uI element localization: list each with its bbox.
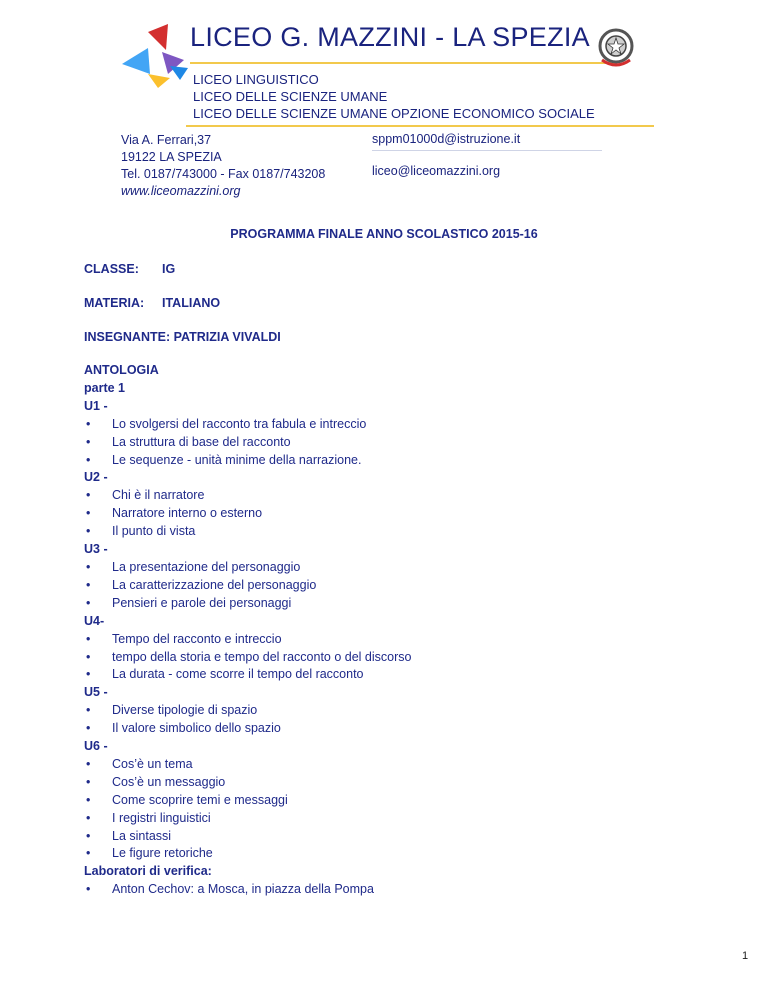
part-heading: parte 1	[84, 380, 125, 395]
list-item: • Anton Cechov: a Mosca, in piazza della Pompa	[86, 882, 374, 897]
list-item: • La caratterizzazione del personaggio	[86, 577, 317, 592]
unit-label: U2 -	[84, 470, 108, 485]
address-block	[121, 132, 325, 200]
address-street: Via A. Ferrari,37	[121, 133, 212, 147]
list-item: • La presentazione del personaggio	[86, 559, 301, 574]
unit-label: U1 -	[84, 398, 108, 413]
list-item: • I registri linguistici	[86, 810, 211, 825]
course-item: LICEO DELLE SCIENZE UMANE	[193, 89, 388, 104]
list-item: • Il valore simbolico dello spazio	[86, 721, 281, 736]
list-item: • tempo della storia e tempo del racconto o del discorso	[86, 649, 412, 664]
unit-label: U3 -	[84, 542, 108, 557]
email-divider	[372, 150, 602, 151]
logo-blue-small-triangle	[170, 66, 188, 80]
logo-yellow-triangle	[148, 74, 170, 88]
header-divider	[186, 125, 654, 127]
school-logo	[118, 22, 198, 90]
unit-label: U4-	[84, 613, 105, 628]
list-item: • Cos’è un tema	[86, 756, 193, 771]
list-item: • Le sequenze - unità minime della narrazione.	[86, 452, 362, 467]
teacher-line: INSEGNANTE: PATRIZIA VIVALDI	[84, 330, 281, 344]
section-heading: ANTOLOGIA	[84, 363, 159, 377]
course-item: LICEO DELLE SCIENZE UMANE OPZIONE ECONOMICO SOCIALE	[193, 106, 595, 121]
unit-label: U5 -	[84, 685, 108, 700]
school-name: LICEO G. MAZZINI - LA SPEZIA	[190, 22, 590, 52]
unit-label: U6 -	[84, 739, 108, 754]
subject-value: ITALIANO	[162, 296, 221, 310]
republic-emblem-icon	[594, 26, 638, 68]
list-item: • Lo svolgersi del racconto tra fabula e intreccio	[86, 416, 367, 431]
list-item: • Come scoprire temi e messaggi	[86, 792, 288, 807]
document-title: PROGRAMMA FINALE ANNO SCOLASTICO 2015-16	[230, 227, 538, 241]
list-item: • La struttura di base del racconto	[86, 434, 291, 449]
list-item: • Diverse tipologie di spazio	[86, 703, 258, 718]
address-phone: Tel. 0187/743000 - Fax 0187/743208	[121, 167, 326, 181]
class-label: CLASSE:	[84, 262, 139, 276]
list-item: • Pensieri e parole dei personaggi	[86, 595, 292, 610]
class-value: IG	[162, 262, 176, 276]
email-main[interactable]: liceo@liceomazzini.org	[372, 164, 501, 178]
list-item: • Chi è il narratore	[86, 488, 205, 503]
course-item: LICEO LINGUISTICO	[193, 72, 319, 87]
list-item: • Cos’è un messaggio	[86, 774, 226, 789]
logo-red-triangle	[148, 24, 168, 50]
address-city: 19122 LA SPEZIA	[121, 150, 222, 164]
course-list	[193, 71, 595, 122]
lab-heading: Laboratori di verifica:	[84, 864, 212, 879]
list-item: • Le figure retoriche	[86, 846, 213, 861]
list-item: • La sintassi	[86, 828, 172, 843]
list-item: • La durata - come scorre il tempo del racconto	[86, 667, 364, 682]
email-pec[interactable]: sppm01000d@istruzione.it	[372, 132, 521, 146]
syllabus-content	[84, 362, 704, 899]
logo-blue-triangle	[122, 48, 150, 74]
list-item: • Il punto di vista	[86, 524, 196, 539]
list-item: • Narratore interno o esterno	[86, 506, 263, 521]
title-divider	[190, 62, 615, 64]
page-number: 1	[742, 950, 749, 962]
subject-label: MATERIA:	[84, 296, 145, 310]
website-link[interactable]: www.liceomazzini.org	[121, 184, 241, 198]
list-item: • Tempo del racconto e intreccio	[86, 631, 282, 646]
